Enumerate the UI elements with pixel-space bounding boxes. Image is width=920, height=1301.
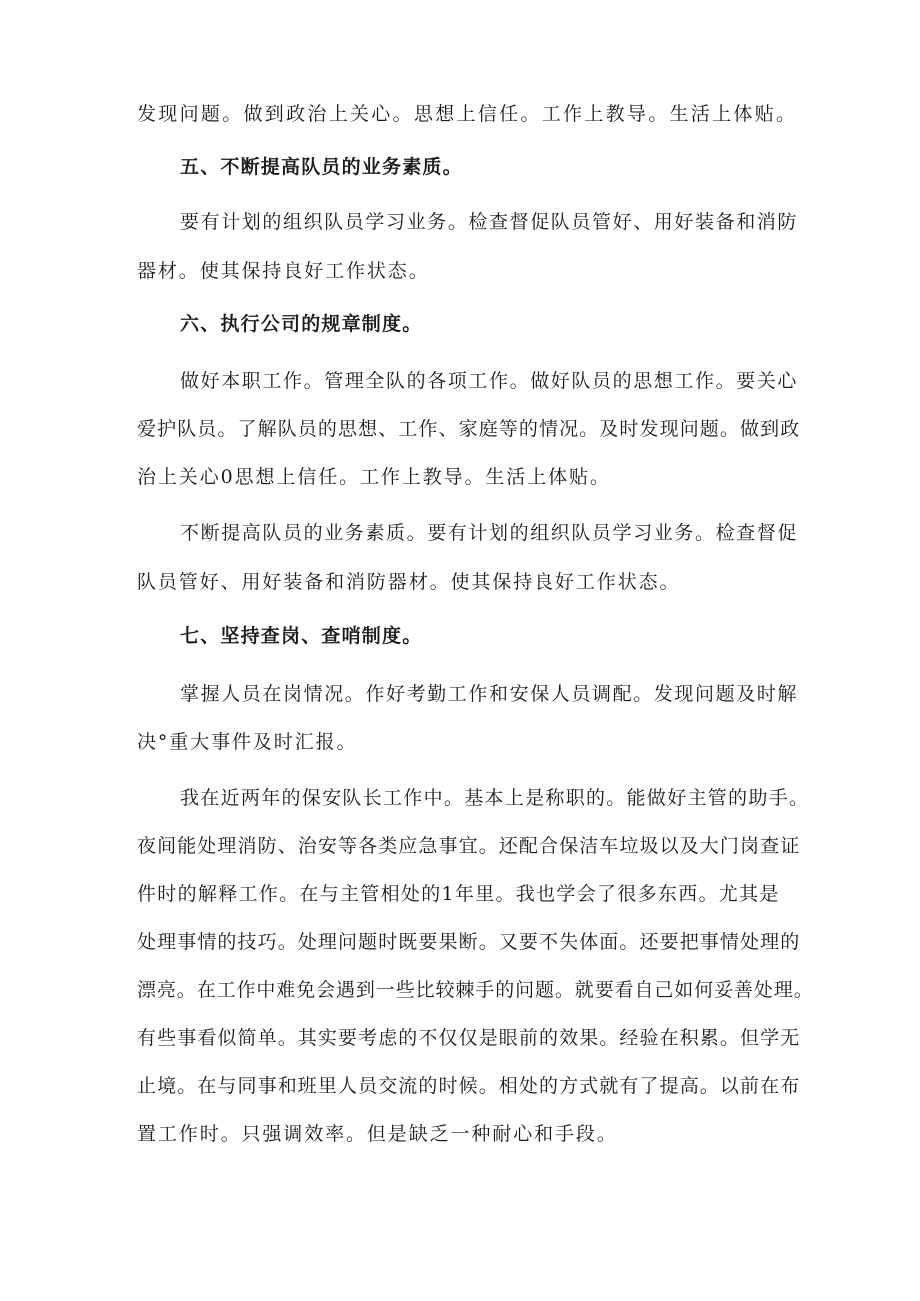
paragraph-line: 置工作时。只强调效率。但是缺乏一种耐心和手段。	[137, 1123, 618, 1145]
paragraph-line: 治上关心0思想上信任。工作上教导。生活上体贴。	[137, 466, 611, 488]
section-heading-5: 五、不断提高队员的业务素质。	[180, 156, 463, 178]
paragraph-line: 爱护队员。了解队员的思想、工作、家庭等的情况。及时发现问题。做到政	[137, 418, 801, 440]
paragraph-line: 有些事看似简单。其实要考虑的不仅仅是眼前的效果。经验在积累。但学无	[137, 1027, 801, 1049]
paragraph-line: 队员管好、用好装备和消防器材。使其保持良好工作状态。	[137, 571, 681, 593]
paragraph-line: 我在近两年的保安队长工作中。基本上是称职的。能做好主管的助手。	[180, 787, 810, 809]
paragraph-line: 处理事情的技巧。处理问题时既要果断。又要不失体面。还要把事情处理的	[137, 931, 801, 953]
paragraph-line: 漂亮。在工作中难免会遇到一些比较棘手的问题。就要看自己如何妥善处理。	[137, 979, 814, 1001]
section-heading-7: 七、坚持查岗、查哨制度。	[180, 625, 423, 647]
paragraph-line: 止境。在与同事和班里人员交流的时候。相处的方式就有了提高。以前在布	[137, 1075, 801, 1097]
paragraph-line: 件时的解释工作。在与主管相处的1年里。我也学会了很多东西。尤其是	[137, 883, 780, 905]
paragraph-line: 掌握人员在岗情况。作好考勤工作和安保人员调配。发现问题及时解	[180, 683, 799, 705]
section-heading-6: 六、执行公司的规章制度。	[180, 313, 423, 335]
paragraph-line: 要有计划的组织队员学习业务。检查督促队员管好、用好装备和消防	[180, 211, 799, 233]
paragraph-line: 发现问题。做到政治上关心。思想上信任。工作上教导。生活上体贴。	[137, 103, 798, 125]
paragraph-line: 决°重大事件及时汇报。	[137, 731, 358, 753]
paragraph-line: 夜间能处理消防、治安等各类应急事宜。还配合保洁车垃圾以及大门岗查证	[137, 835, 801, 857]
paragraph-line: 做好本职工作。管理全队的各项工作。做好队员的思想工作。要关心	[180, 370, 799, 392]
paragraph-line: 不断提高队员的业务素质。要有计划的组织队员学习业务。检查督促	[180, 522, 799, 544]
paragraph-line: 器材。使其保持良好工作状态。	[137, 260, 430, 282]
